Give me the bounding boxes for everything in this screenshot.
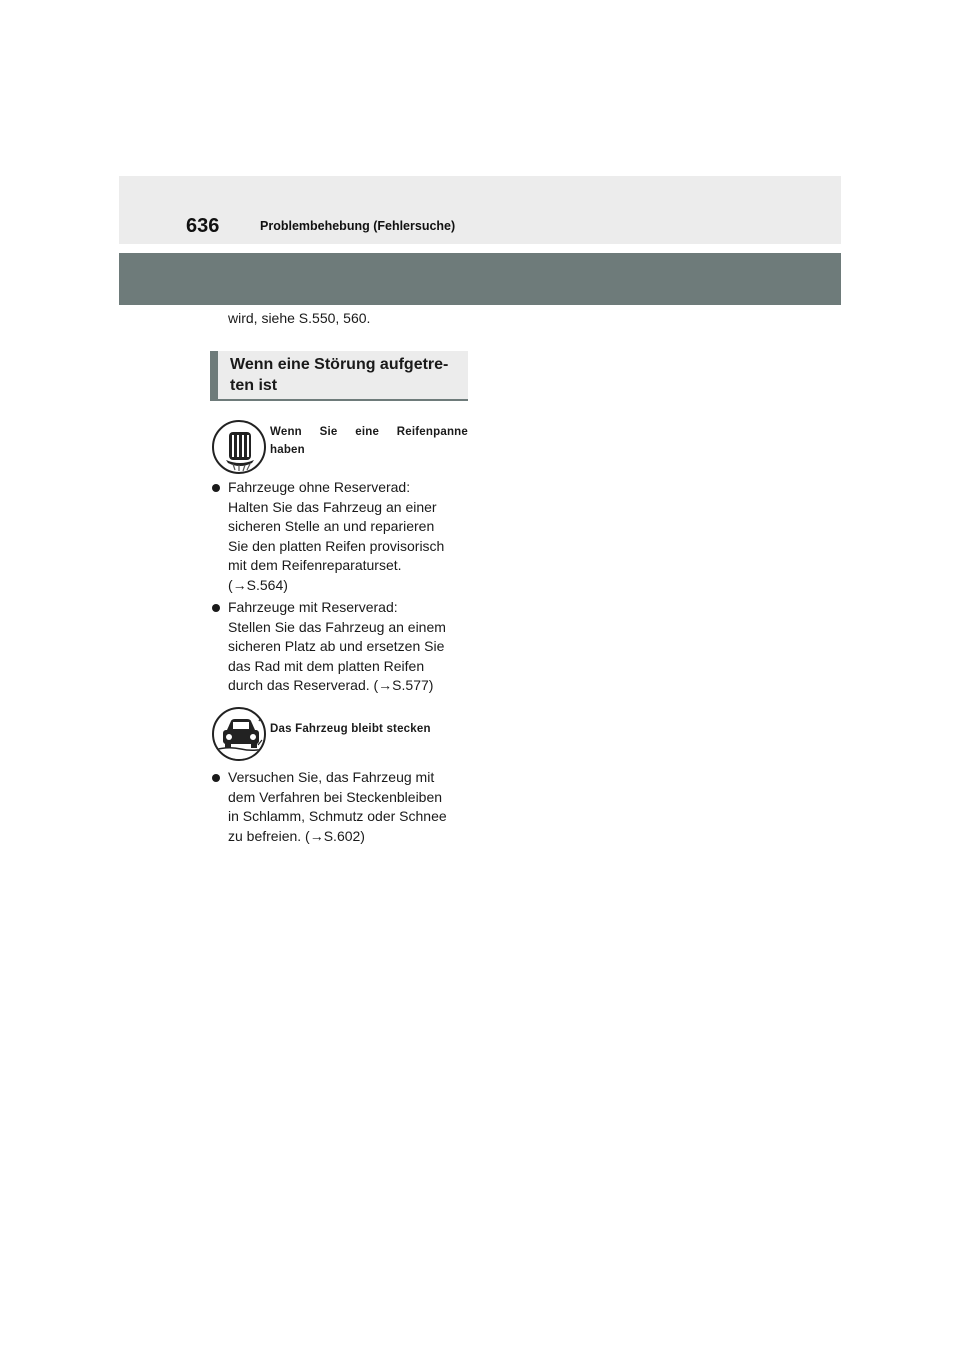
bullet-line: Fahrzeuge mit Reserverad:: [228, 599, 398, 615]
header-band: [119, 176, 841, 244]
bullet-line: dem Verfahren bei Steckenbleiben: [228, 788, 443, 805]
bullet-icon: [212, 604, 220, 612]
bullet-line: zu befreien. (→S.602): [228, 827, 365, 844]
bullet-text: [228, 598, 468, 696]
list-item: [212, 598, 468, 698]
continuation-text: wird, siehe S.550, 560.: [228, 310, 371, 326]
section-title-line-1: Wenn eine Störung aufgetre-: [230, 356, 449, 373]
bullet-line: durch das Reserverad. (→S.577): [228, 677, 434, 694]
list-item: [212, 478, 468, 598]
case-label-flat-tire-line-2: haben: [270, 444, 305, 456]
bullet-line: mit dem Reifenreparaturset.: [228, 557, 402, 574]
bullet-line: (→S.564): [228, 576, 288, 593]
bullet-text: [228, 768, 468, 846]
bullet-line: Fahrzeuge ohne Reserverad:: [228, 479, 411, 495]
bullet-line: in Schlamm, Schmutz oder Schnee: [228, 808, 447, 825]
chapter-tab-bar: [119, 253, 841, 305]
flat-tire-icon: [212, 420, 266, 474]
bullet-line: Versuchen Sie, das Fahrzeug mit: [228, 769, 435, 785]
bullet-text: [228, 478, 468, 596]
bullet-line: das Rad mit dem platten Reifen: [228, 657, 425, 674]
chapter-title: Problembehebung (Fehlersuche): [260, 219, 456, 233]
bullet-line: Sie den platten Reifen provisorisch: [228, 537, 445, 554]
bullet-line: sicheren Stelle an und reparieren: [228, 518, 435, 535]
section-title: [230, 354, 470, 396]
case-label-flat-tire-line-1: Wenn Sie eine Reifenpanne: [270, 426, 468, 438]
case-label-flat-tire: [270, 426, 468, 456]
bullet-icon: [212, 774, 220, 782]
bullet-line: Halten Sie das Fahrzeug an einer: [228, 498, 437, 515]
page-number: 636: [186, 215, 220, 237]
case-label-stuck-vehicle: Das Fahrzeug bleibt stecken: [270, 723, 431, 735]
list-item: [212, 768, 468, 848]
section-title-line-2: ten ist: [230, 377, 278, 394]
bullet-line: Stellen Sie das Fahrzeug an einem: [228, 618, 446, 635]
bullet-icon: [212, 484, 220, 492]
stuck-vehicle-icon: [212, 707, 266, 761]
section-heading: [210, 351, 468, 401]
bullet-line: sicheren Platz ab und ersetzen Sie: [228, 638, 445, 655]
